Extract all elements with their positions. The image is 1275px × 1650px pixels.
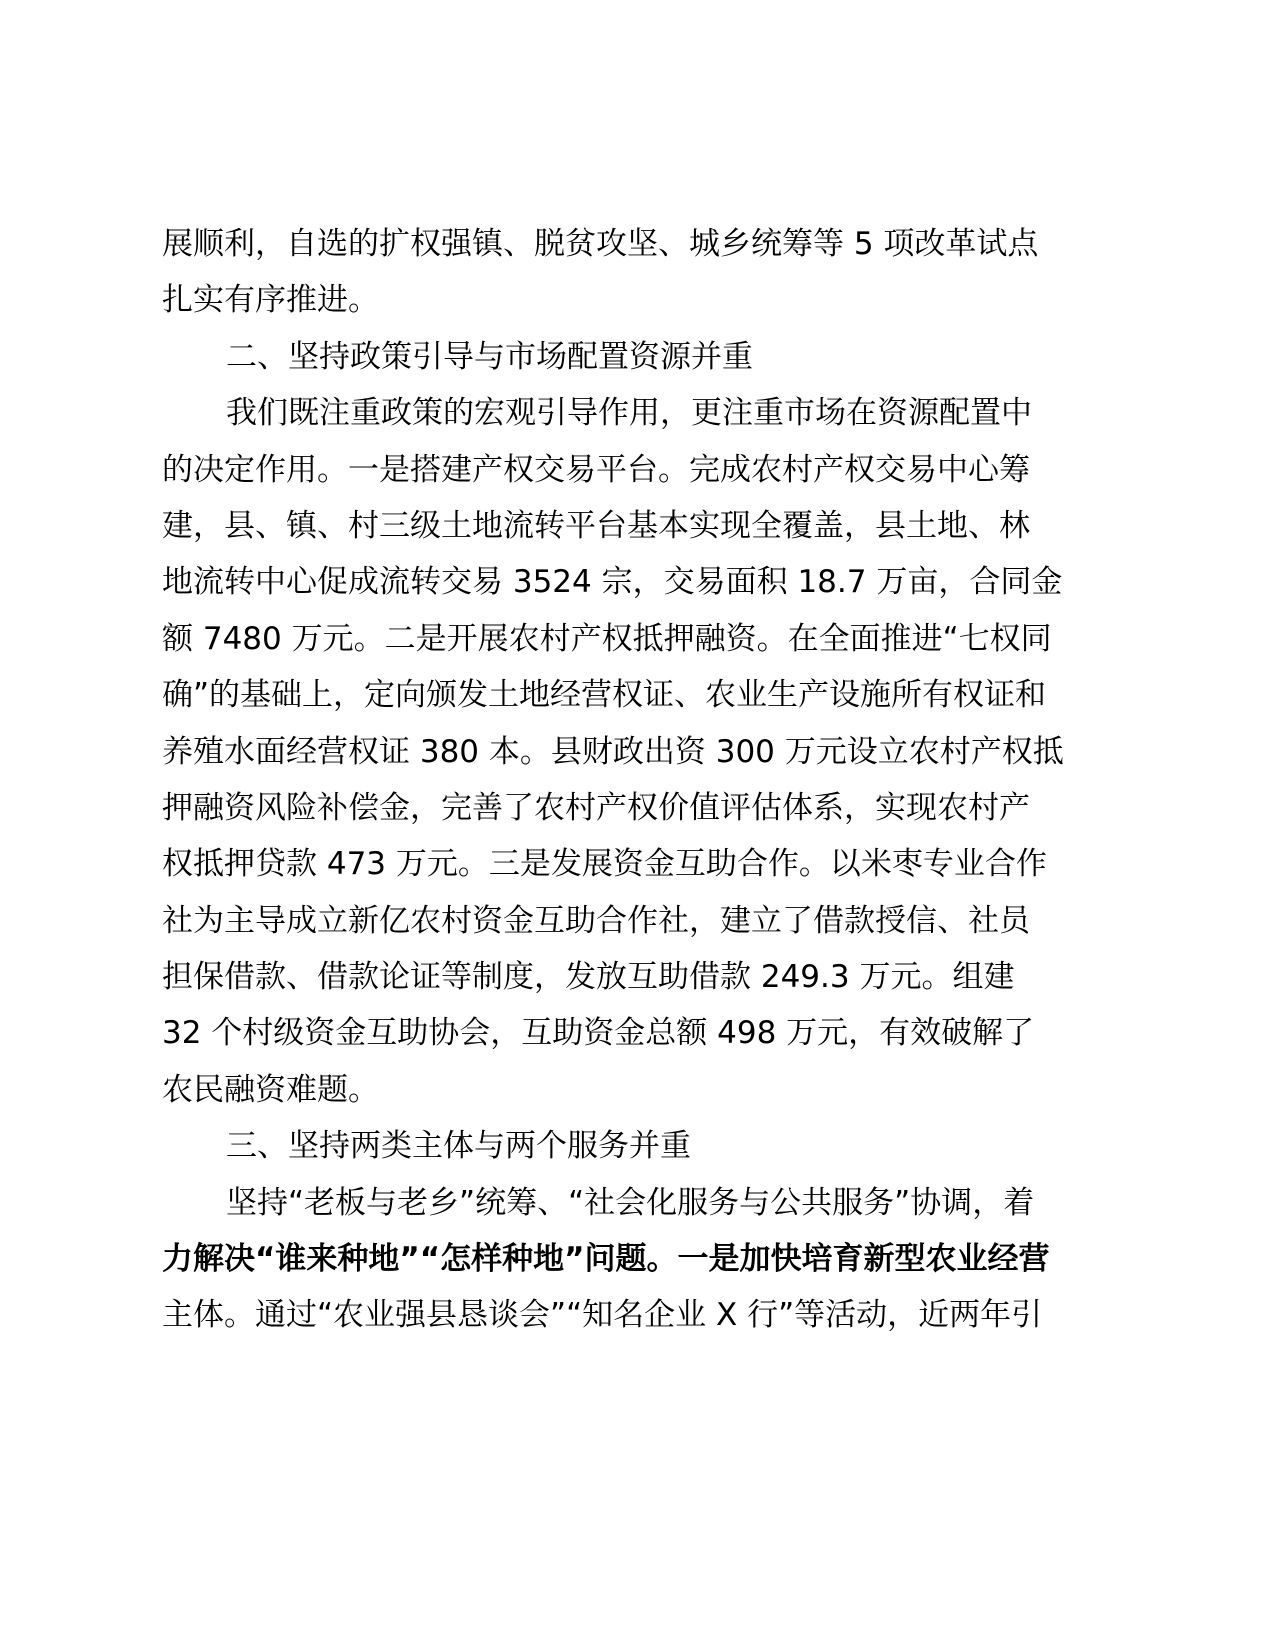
text-line: 地流转中心促成流转交易 3524 宗，交易面积 18.7 万亩，合同金: [162, 564, 1063, 601]
text-line: 扎实有序推进。: [162, 282, 379, 319]
text-line: 32 个村级资金互助协会，互助资金总额 498 万元，有效破解了: [162, 1015, 1035, 1052]
text-line: 确”的基础上，定向颁发土地经营权证、农业生产设施所有权证和: [162, 677, 1047, 714]
text-line: 押融资风险补偿金，完善了农村产权价值评估体系，实现农村产: [162, 789, 1030, 826]
text-line: 农民融资难题。: [162, 1071, 379, 1108]
text-line: 展顺利，自选的扩权强镇、脱贫攻坚、城乡统筹等 5 项改革试点: [162, 226, 1039, 262]
section-heading: 三、坚持两类主体与两个服务并重: [226, 1128, 691, 1165]
text-line: 力解决“谁来种地”“怎样种地”问题。一是加快培育新型农业经营: [162, 1241, 1050, 1278]
text-line: 权抵押贷款 473 万元。三是发展资金互助合作。以米枣专业合作: [162, 846, 1047, 883]
section-heading: 二、坚持政策引导与市场配置资源并重: [226, 338, 753, 375]
paragraph-start-line: 坚持“老板与老乡”统筹、“社会化服务与公共服务”协调，着: [226, 1184, 1035, 1221]
paragraph-start-line: 我们既注重政策的宏观引导作用，更注重市场在资源配置中: [226, 395, 1032, 432]
text-line: 的决定作用。一是搭建产权交易平台。完成农村产权交易中心筹: [162, 451, 1030, 488]
body-text: [162, 216, 1107, 1344]
text-line: 主体。通过“农业强县恳谈会”“知名企业 X 行”等活动，近两年引: [162, 1297, 1043, 1334]
text-line: 养殖水面经营权证 380 本。县财政出资 300 万元设立农村产权抵: [162, 733, 1064, 770]
text-line: 额 7480 万元。二是开展农村产权抵押融资。在全面推进“七权同: [162, 620, 1052, 657]
text-line: 担保借款、借款论证等制度，发放互助借款 249.3 万元。组建: [162, 959, 1015, 996]
text-line: 建，县、镇、村三级土地流转平台基本实现全覆盖，县土地、林: [162, 507, 1030, 544]
text-line: 社为主导成立新亿农村资金互助合作社，建立了借款授信、社员: [162, 902, 1030, 939]
